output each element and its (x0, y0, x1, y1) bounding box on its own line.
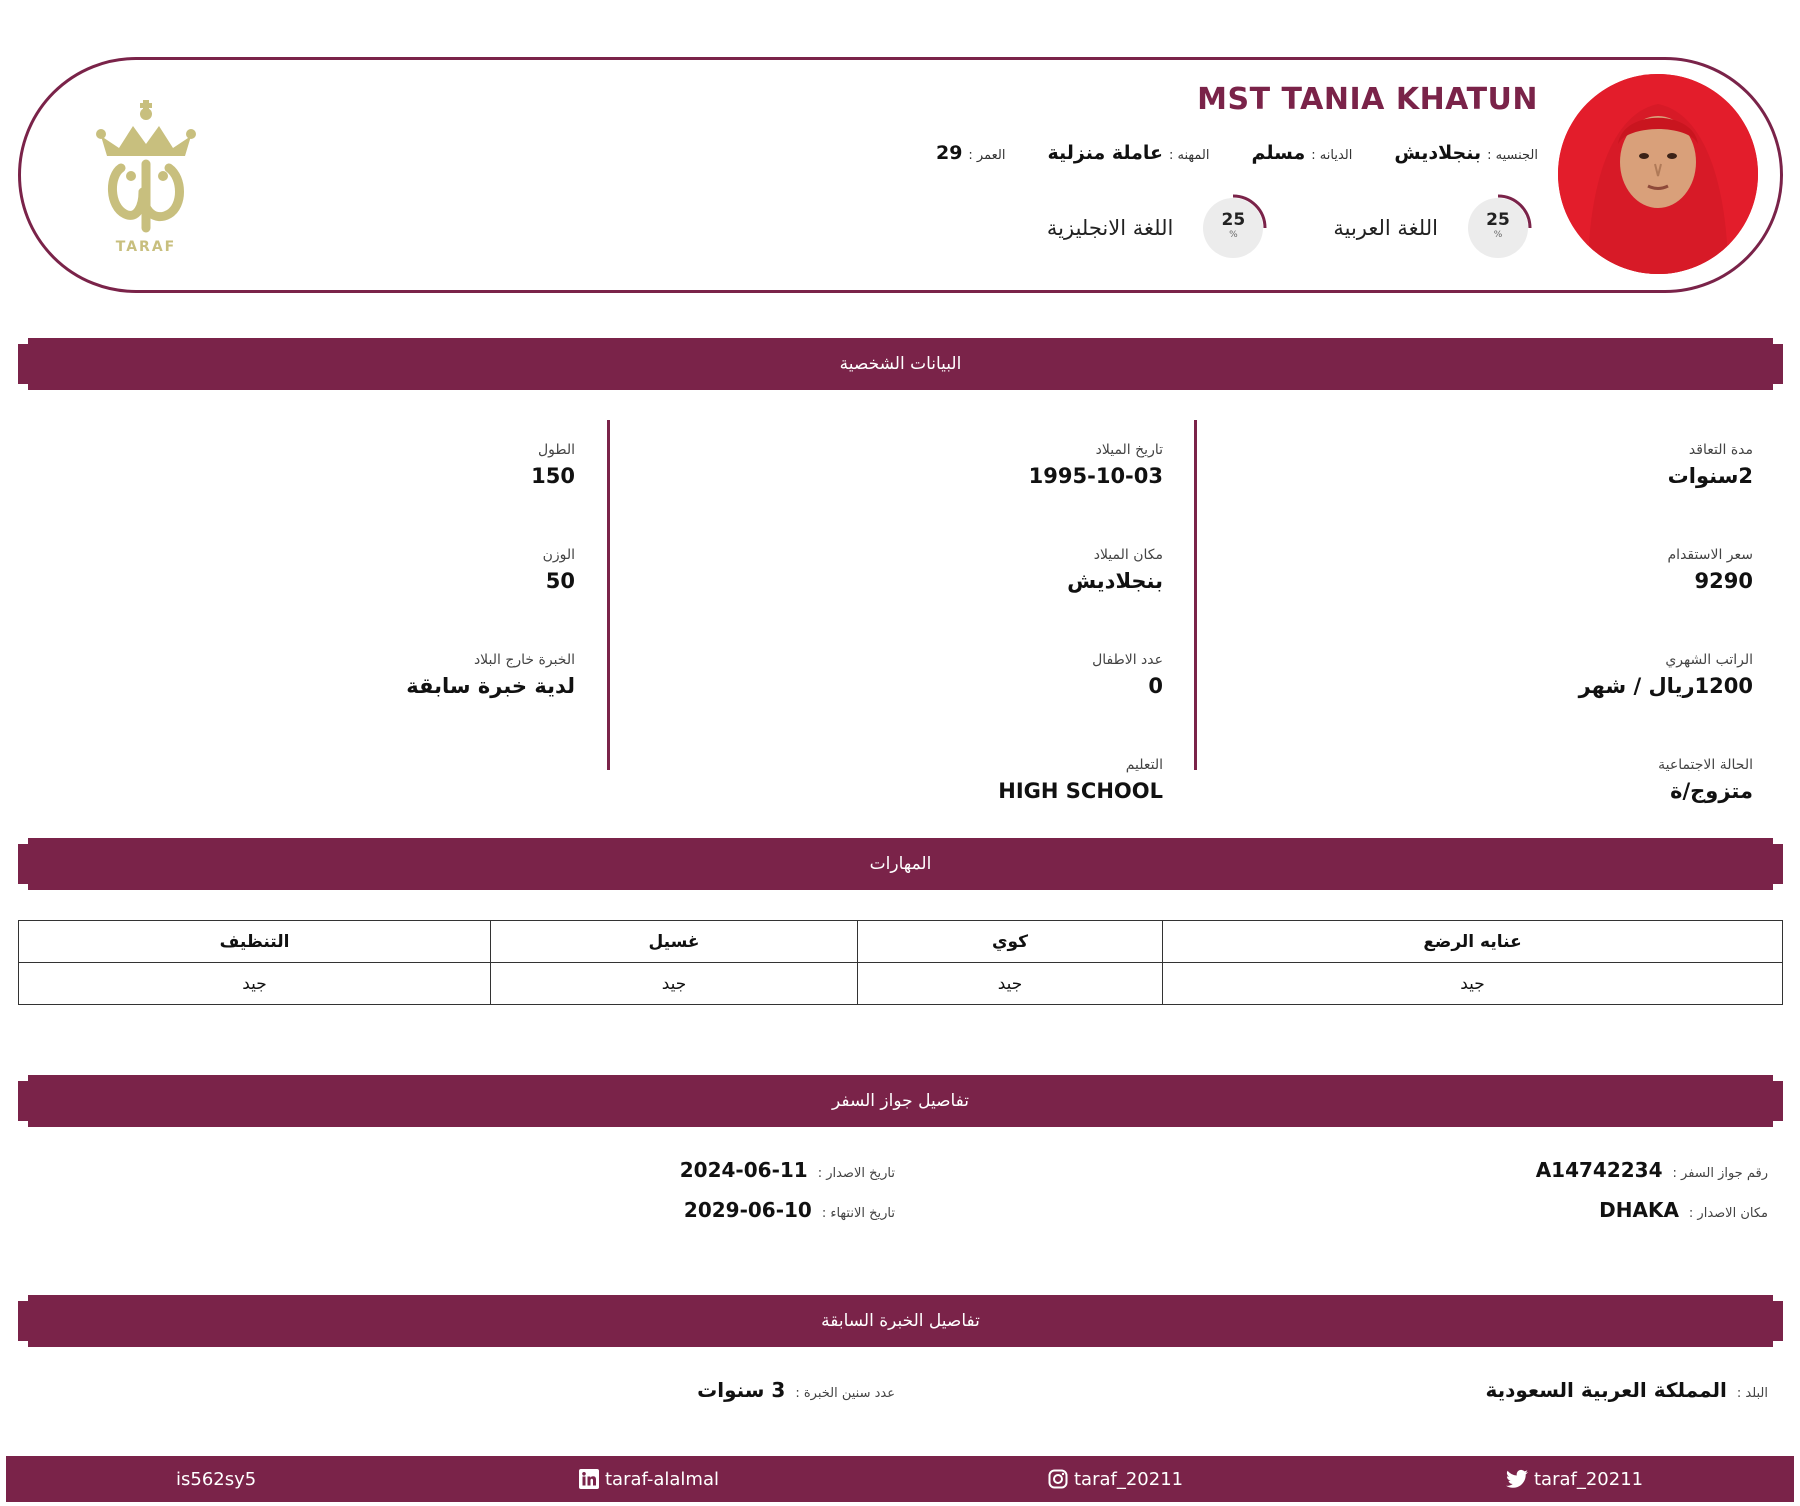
skill-level: جيد (491, 963, 858, 1005)
height-field (18, 442, 575, 525)
skills-table (18, 920, 1783, 1005)
issue-place-label: مكان الاصدار : (1688, 1206, 1768, 1221)
profile-photo (1558, 74, 1758, 274)
skill-header: كوي (858, 921, 1163, 963)
country-value: المملكة العربية السعودية (1485, 1378, 1727, 1402)
profession-label: المهنه : (1169, 148, 1210, 163)
religion-value: مسلم (1251, 142, 1306, 164)
twitter-icon (1506, 1469, 1528, 1489)
twitter-handle: taraf_20211 (1534, 1468, 1644, 1490)
field-value: 150 (531, 464, 575, 488)
footer-instagram-link[interactable] (1048, 1456, 1183, 1502)
section-title: تفاصيل جواز السفر (831, 1091, 970, 1111)
age-value: 29 (935, 142, 963, 164)
monthly-salary-field (1213, 652, 1753, 735)
candidate-name: MST TANIA KHATUN (1197, 82, 1538, 117)
passport-number-item (1536, 1158, 1768, 1182)
profession-item (1047, 142, 1209, 164)
language-percent: 25 (1221, 210, 1246, 230)
education-field (623, 757, 1163, 840)
country-label: البلد : (1736, 1386, 1768, 1401)
field-value: لدية خبرة سابقة (406, 674, 575, 698)
personal-column-3 (18, 420, 575, 770)
personal-column-1 (1213, 420, 1753, 803)
field-value: متزوج/ة (1670, 779, 1753, 803)
field-label: الراتب الشهري (1665, 652, 1753, 668)
logo-text: TARAF (115, 239, 177, 255)
religion-item (1252, 142, 1353, 164)
field-label: مدة التعاقد (1688, 442, 1753, 458)
experience-country-item (1485, 1378, 1768, 1402)
percent-sign: % (1229, 230, 1238, 240)
language-name: اللغة الانجليزية (1046, 216, 1174, 240)
percent-sign: % (1493, 230, 1503, 240)
field-value: HIGH SCHOOL (998, 779, 1163, 803)
field-label: الطول (537, 442, 575, 458)
marital-status-field (1213, 757, 1753, 840)
column-divider (607, 420, 610, 770)
section-passport-banner (18, 1075, 1783, 1127)
column-divider (1194, 420, 1197, 770)
languages-row (1047, 192, 1538, 264)
age-label: العمر : (968, 148, 1006, 163)
skill-level: جيد (19, 963, 491, 1005)
skill-header: عنايه الرضع (1163, 921, 1783, 963)
passport-number-value: A14742234 (1535, 1158, 1663, 1182)
field-value: بنجلاديش (1067, 569, 1163, 593)
skill-header: التنظيف (19, 921, 491, 963)
footer-linkedin-link[interactable] (579, 1456, 719, 1502)
field-value: 0 (1148, 674, 1163, 698)
field-value: 1995-10-03 (1028, 464, 1163, 488)
field-label: الحالة الاجتماعية (1658, 757, 1753, 773)
section-title: البيانات الشخصية (839, 354, 962, 374)
experience-years-item (697, 1378, 895, 1402)
weight-field (18, 547, 575, 630)
field-label: مكان الميلاد (1093, 547, 1163, 563)
experience-abroad-field (18, 652, 575, 735)
field-value: 2سنوات (1667, 464, 1753, 488)
language-percent: 25 (1486, 210, 1510, 230)
field-value: 1200ريال / شهر (1578, 674, 1753, 698)
language-name: اللغة العربية (1333, 216, 1438, 240)
profession-value: عاملة منزلية (1047, 142, 1163, 164)
personal-column-2 (623, 420, 1163, 803)
field-value: 50 (545, 569, 575, 593)
birth-date-field (623, 442, 1163, 525)
table-row (19, 963, 1783, 1005)
section-title: المهارات (869, 854, 932, 874)
passport-number-label: رقم جواز السفر : (1672, 1166, 1768, 1181)
language-english (1047, 192, 1273, 264)
birth-place-field (623, 547, 1163, 630)
footer-bar (6, 1456, 1794, 1502)
profile-header-card (18, 57, 1783, 293)
skill-level: جيد (858, 963, 1163, 1005)
instagram-handle: taraf_20211 (1074, 1468, 1184, 1490)
children-count-field (623, 652, 1163, 735)
section-experience-banner (18, 1295, 1783, 1347)
issue-place-value: DHAKA (1599, 1198, 1679, 1222)
reference-code: is562sy5 (176, 1468, 257, 1490)
years-value: 3 سنوات (697, 1378, 786, 1402)
footer-code (176, 1456, 256, 1502)
contract-duration-field (1213, 442, 1753, 525)
skill-header: غسيل (491, 921, 858, 963)
nationality-item (1394, 142, 1538, 164)
section-skills-banner (18, 838, 1783, 890)
instagram-icon (1048, 1469, 1068, 1489)
passport-issue-date-item (680, 1158, 895, 1182)
field-label: سعر الاستقدام (1667, 547, 1753, 563)
nationality-label: الجنسيه : (1487, 148, 1538, 163)
field-label: الخبرة خارج البلاد (473, 652, 575, 668)
expiry-date-label: تاريخ الانتهاء : (821, 1206, 895, 1221)
basic-info-row (936, 142, 1538, 164)
field-label: التعليم (1125, 757, 1163, 773)
personal-data-grid (18, 420, 1783, 803)
issue-date-label: تاريخ الاصدار : (817, 1166, 895, 1181)
taraf-logo (81, 96, 211, 256)
section-personal-banner (18, 338, 1783, 390)
linkedin-icon (579, 1469, 599, 1489)
language-gauge (1466, 192, 1538, 264)
passport-issue-place-item (1599, 1198, 1768, 1222)
field-value: 9290 (1694, 569, 1753, 593)
table-row (19, 921, 1783, 963)
field-label: تاريخ الميلاد (1095, 442, 1163, 458)
years-label: عدد سنين الخبرة : (795, 1386, 895, 1401)
age-item (936, 142, 1006, 164)
linkedin-handle: taraf-alalmal (605, 1468, 719, 1490)
footer-twitter-link[interactable] (1506, 1456, 1643, 1502)
language-arabic (1333, 192, 1538, 264)
nationality-value: بنجلاديش (1394, 142, 1482, 164)
religion-label: الديانه : (1311, 148, 1353, 163)
passport-expiry-date-item (684, 1198, 895, 1222)
recruitment-price-field (1213, 547, 1753, 630)
field-label: عدد الاطفال (1092, 652, 1163, 668)
skill-level: جيد (1163, 963, 1783, 1005)
expiry-date-value: 2029-06-10 (683, 1198, 812, 1222)
section-title: تفاصيل الخبرة السابقة (821, 1311, 980, 1331)
language-gauge (1201, 192, 1273, 264)
field-label: الوزن (542, 547, 575, 563)
issue-date-value: 2024-06-11 (679, 1158, 808, 1182)
